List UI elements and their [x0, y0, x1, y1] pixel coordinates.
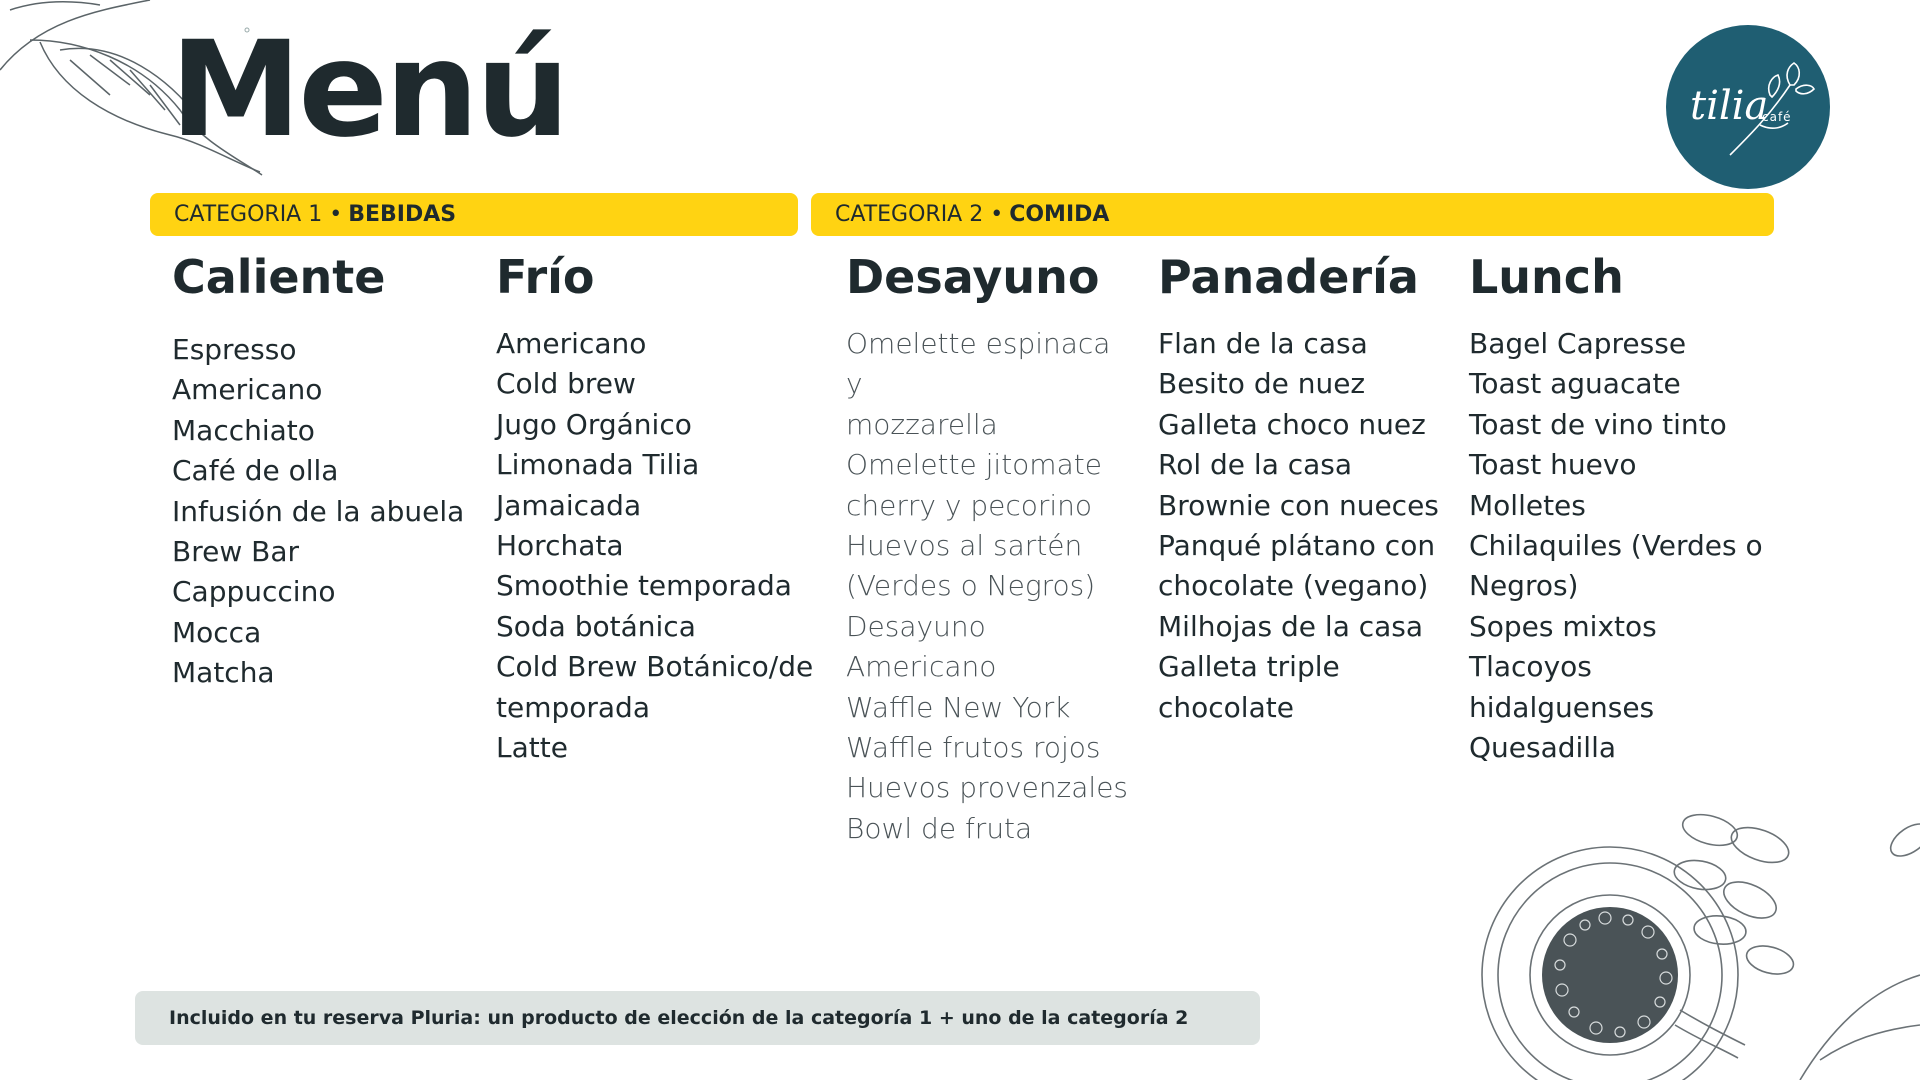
menu-item: Chilaquiles (Verdes o: [1469, 529, 1763, 563]
category-2-bar: [811, 193, 1774, 236]
menu-item: Besito de nuez: [1158, 367, 1366, 401]
menu-item: Bowl de fruta: [846, 811, 1033, 845]
logo-wordmark: tilia: [1690, 83, 1769, 129]
logo-subtitle: café: [1762, 110, 1792, 124]
menu-item: Limonada Tilia: [496, 448, 700, 482]
menu-item: Brew Bar: [172, 535, 300, 569]
menu-item: chocolate: [1158, 690, 1294, 724]
menu-item: Cappuccino: [172, 575, 336, 609]
category-1-prefix: CATEGORIA 1 •: [174, 202, 343, 227]
menu-item: Macchiato: [172, 413, 315, 447]
menu-item: temporada: [496, 690, 650, 724]
menu-item: Molletes: [1469, 488, 1586, 522]
page-title: Menú: [170, 13, 567, 167]
menu-item: Americano: [496, 327, 647, 360]
menu-item: Galleta triple: [1158, 650, 1340, 684]
menu-item: Huevos al sartén: [846, 529, 1083, 563]
menu-item: Panqué plátano con: [1158, 529, 1436, 563]
menu-item: Galleta choco nuez: [1158, 407, 1426, 441]
menu-item: Espresso: [172, 333, 297, 366]
menu-item: Mocca: [172, 615, 262, 649]
column-heading: Frío: [496, 250, 595, 304]
menu-item: Sopes mixtos: [1469, 609, 1657, 643]
menu-item: Horchata: [496, 529, 624, 563]
menu-item: Americano: [846, 650, 997, 684]
menu-item: Jugo Orgánico: [496, 407, 692, 441]
menu-item: Bagel Capresse: [1469, 327, 1687, 360]
menu-item: hidalguenses: [1469, 690, 1655, 724]
menu-item: mozzarella: [846, 407, 998, 441]
menu-item: Omelette jitomate: [846, 448, 1102, 482]
menu-item: Soda botánica: [496, 609, 696, 643]
category-2-name: COMIDA: [1009, 202, 1110, 227]
menu-item: Milhojas de la casa: [1158, 609, 1424, 643]
column-heading: Desayuno: [846, 250, 1100, 304]
category-2-prefix: CATEGORIA 2 •: [835, 202, 1004, 227]
column-heading: Caliente: [172, 250, 386, 304]
menu-item: Quesadilla: [1469, 731, 1617, 765]
column-frio: [496, 250, 816, 768]
menu-item: Toast aguacate: [1469, 367, 1681, 401]
column-desayuno: [846, 250, 1131, 849]
footer-text: Incluido en tu reserva Pluria: un producto de elección de la categoría 1 + uno de la categoría 2: [169, 1007, 1189, 1029]
category-1-bar: [150, 193, 798, 236]
menu-item: Latte: [496, 731, 568, 765]
menu-item: chocolate (vegano): [1158, 569, 1429, 603]
column-heading: Panadería: [1158, 250, 1419, 304]
menu-item: Jamaicada: [496, 488, 642, 522]
menu-item: Matcha: [172, 656, 275, 690]
column-panaderia: [1158, 250, 1448, 728]
menu-item: Rol de la casa: [1158, 448, 1353, 482]
menu-item: Brownie con nueces: [1158, 488, 1439, 522]
menu-item: Waffle New York: [846, 690, 1071, 724]
category-1-name: BEBIDAS: [348, 202, 457, 227]
menu-item: Infusión de la abuela: [172, 494, 465, 528]
column-heading: Lunch: [1469, 250, 1624, 304]
menu-item: Café de olla: [172, 454, 339, 488]
menu-item: Desayuno: [846, 609, 986, 643]
coffee-cup-illustration: [1470, 790, 1920, 1080]
menu-item: Waffle frutos rojos: [846, 731, 1101, 765]
menu-item: Cold brew: [496, 367, 636, 401]
menu-item: (Verdes o Negros): [846, 569, 1096, 603]
menu-item: Cold Brew Botánico/de: [496, 650, 814, 684]
menu-item: Huevos provenzales: [846, 771, 1129, 805]
menu-item: Omelette espinaca y: [846, 327, 1111, 401]
menu-item: Flan de la casa: [1158, 327, 1368, 360]
menu-item: Negros): [1469, 569, 1579, 603]
menu-item: Americano: [172, 373, 323, 407]
menu-item: Smoothie temporada: [496, 569, 792, 603]
menu-item: cherry y pecorino: [846, 488, 1093, 522]
menu-item: Tlacoyos: [1469, 650, 1592, 684]
footer-note: [135, 991, 1260, 1045]
column-lunch: [1469, 250, 1779, 768]
column-caliente: [172, 250, 472, 694]
menu-item: Toast huevo: [1469, 448, 1637, 482]
menu-item: Toast de vino tinto: [1469, 407, 1727, 441]
